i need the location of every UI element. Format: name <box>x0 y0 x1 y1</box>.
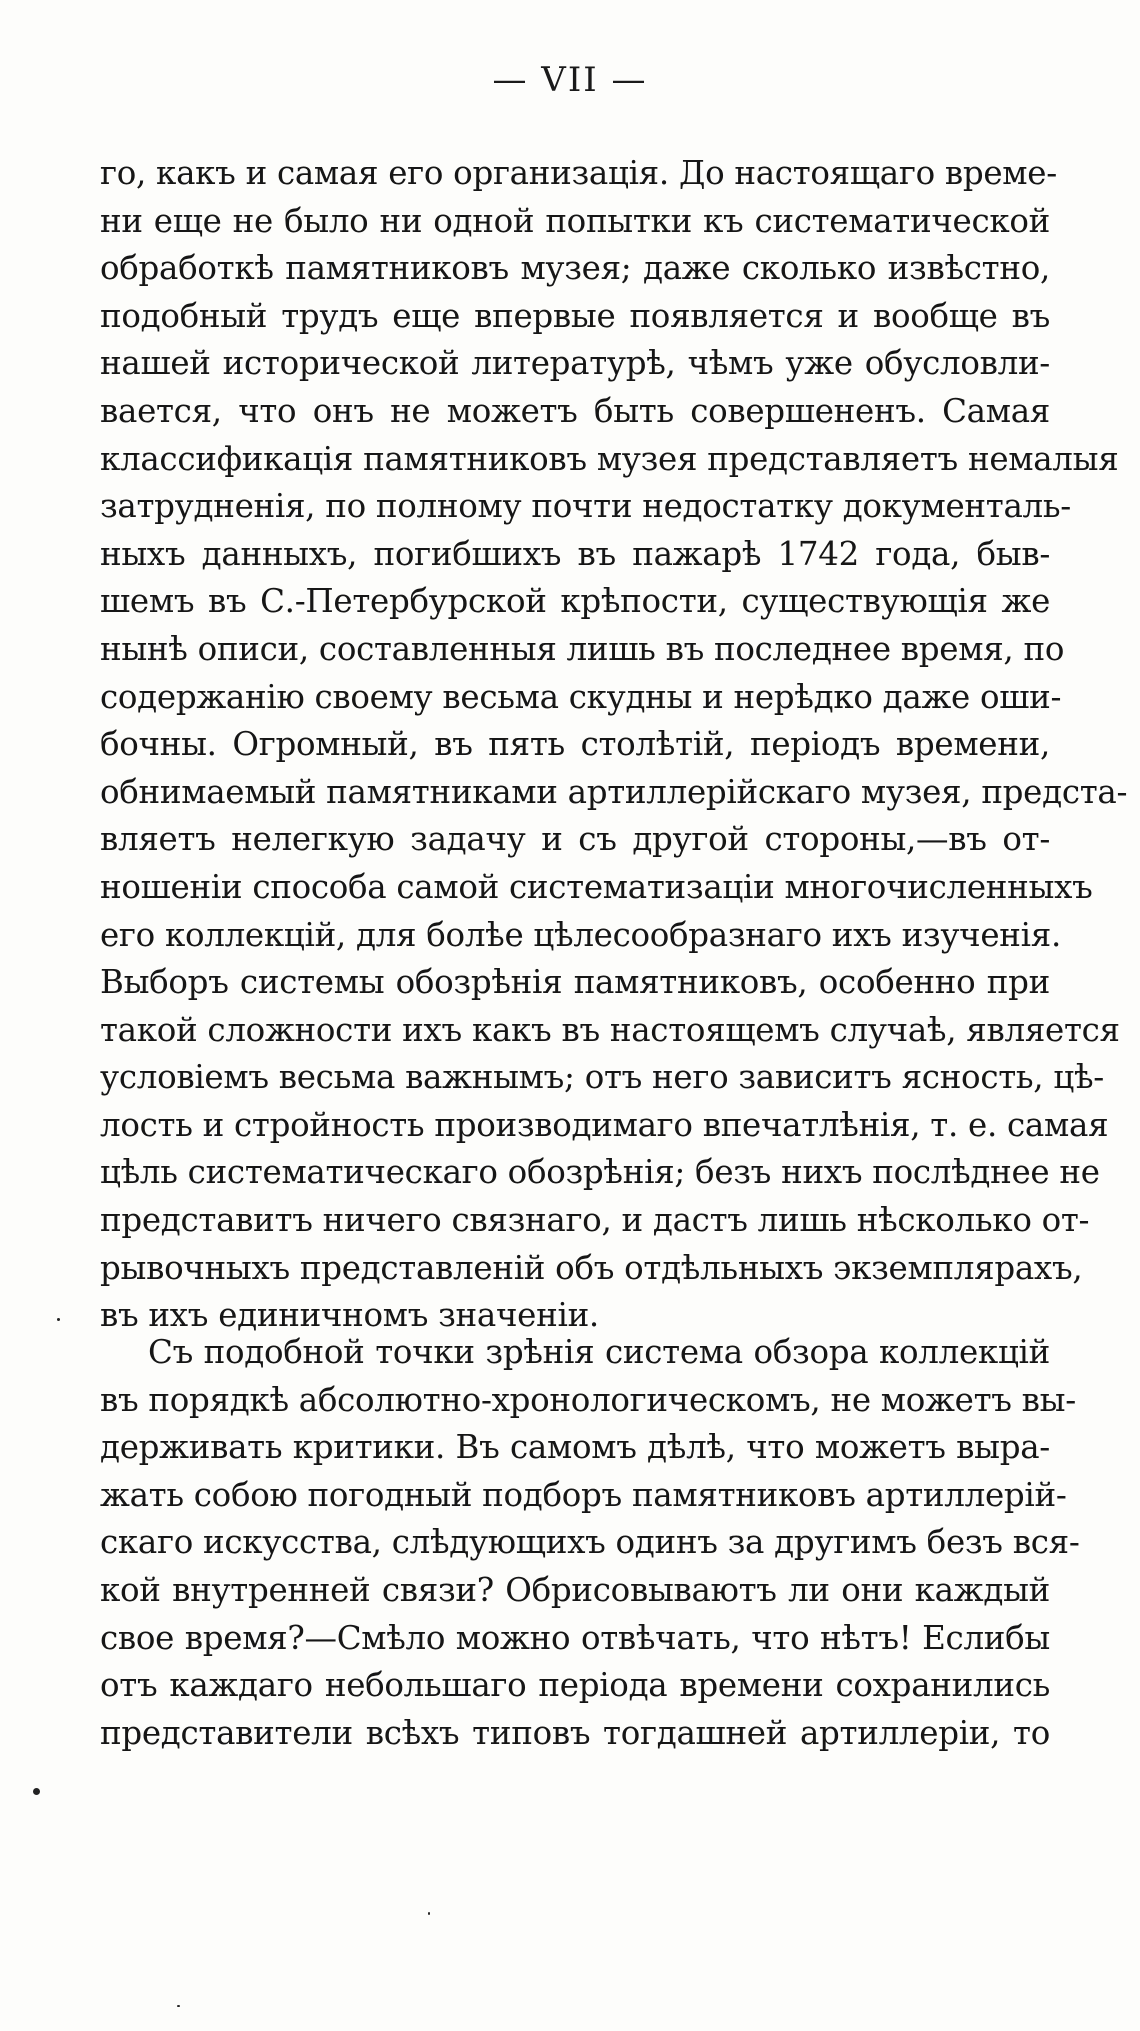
page-number: — VII — <box>492 60 648 100</box>
paragraph-1 <box>100 150 1128 1340</box>
text-line: скаго искусства, слѣдующихъ одинъ за другимъ безъ вся- <box>100 1523 1080 1562</box>
text-line: обработкѣ памятниковъ музея; даже сколько извѣстно, <box>100 249 1050 288</box>
text-line: представители всѣхъ типовъ тогдашней артиллеріи, то <box>100 1713 1050 1752</box>
text-line: ныхъ данныхъ, погибшихъ въ пажарѣ 1742 года, быв- <box>100 534 1050 573</box>
paragraph-2 <box>100 1329 1080 1757</box>
text-line: держивать критики. Въ самомъ дѣлѣ, что можетъ выра- <box>100 1428 1050 1467</box>
text-line: классификація памятниковъ музея представляетъ немалыя <box>100 439 1119 478</box>
text-line: въ ихъ единичномъ значеніи. <box>100 1296 599 1335</box>
text-line: вается, что онъ не можетъ быть совершененъ. Самая <box>100 391 1050 430</box>
scan-speck <box>33 1788 40 1795</box>
text-line: въ порядкѣ абсолютно-хронологическомъ, не можетъ вы- <box>100 1380 1076 1419</box>
text-line: ношеніи способа самой систематизаціи многочисленныхъ <box>100 867 1093 906</box>
text-line: обнимаемый памятниками артиллерійскаго музея, предста- <box>100 772 1128 811</box>
text-line: цѣль систематическаго обозрѣнія; безъ нихъ послѣднее не <box>100 1153 1100 1192</box>
text-line: отъ каждаго небольшаго періода времени сохранились <box>100 1666 1050 1705</box>
text-line: Выборъ системы обозрѣнія памятниковъ, особенно при <box>100 963 1050 1002</box>
scan-speck <box>177 2005 180 2007</box>
text-line: условіемъ весьма важнымъ; отъ него зависитъ ясность, цѣ- <box>100 1058 1104 1097</box>
scan-speck <box>428 1912 430 1915</box>
text-line: его коллекцій, для болѣе цѣлесообразнаго ихъ изученія. <box>100 915 1061 954</box>
text-line: подобный трудъ еще впервые появляется и вообще въ <box>100 296 1050 335</box>
scan-speck <box>57 1318 60 1321</box>
text-line: Съ подобной точки зрѣнія система обзора коллекцій <box>148 1333 1050 1371</box>
text-line: бочны. Огромный, въ пять столѣтій, періодъ времени, <box>100 725 1050 764</box>
text-line: содержанію своему весьма скудны и нерѣдко даже оши- <box>100 677 1062 716</box>
text-line: нашей исторической литературѣ, чѣмъ уже обусловли- <box>100 344 1050 383</box>
text-line: затрудненія, по полному почти недостатку документаль- <box>100 487 1071 526</box>
text-line: жать собою погодный подборъ памятниковъ артиллерій- <box>100 1475 1067 1514</box>
text-line: представитъ ничего связнаго, и дастъ лишь нѣсколько от- <box>100 1201 1090 1240</box>
text-line: такой сложности ихъ какъ въ настоящемъ случаѣ, является <box>100 1010 1120 1049</box>
text-line: рывочныхъ представленій объ отдѣльныхъ экземплярахъ, <box>100 1248 1083 1287</box>
text-line: ни еще не было ни одной попытки къ систематической <box>100 201 1050 240</box>
text-line: нынѣ описи, составленныя лишь въ последнее время, по <box>100 629 1065 668</box>
text-line: го, какъ и самая его организація. До настоящаго време- <box>100 154 1057 192</box>
text-line: свое время?—Смѣло можно отвѣчать, что нѣтъ! Еслибы <box>100 1618 1050 1657</box>
text-line: кой внутренней связи? Обрисовываютъ ли они каждый <box>100 1570 1050 1609</box>
text-line: лость и стройность производимаго впечатлѣнія, т. е. самая <box>100 1105 1109 1144</box>
text-line: шемъ въ С.-Петербурской крѣпости, существующія же <box>100 582 1050 621</box>
text-line: вляетъ нелегкую задачу и съ другой стороны,—въ от- <box>100 820 1050 859</box>
